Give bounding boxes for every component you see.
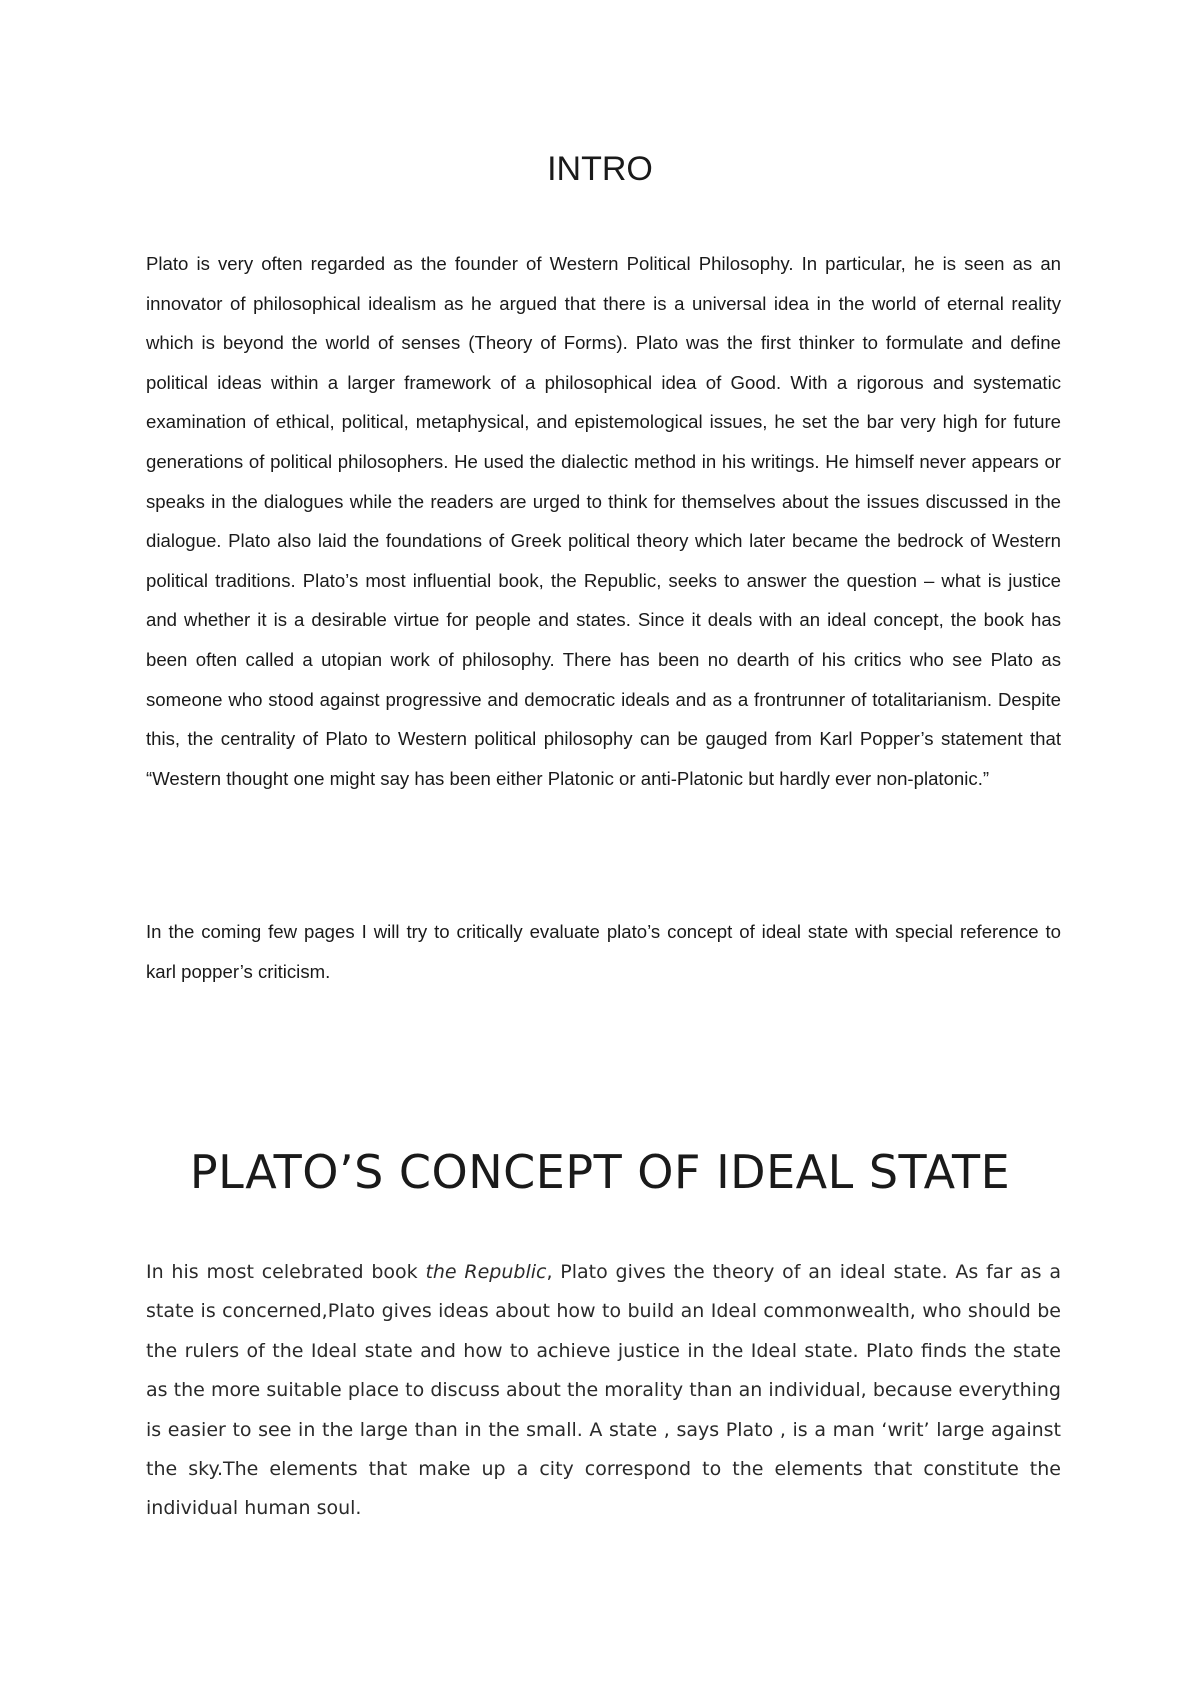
section-paragraph-rest: , Plato gives the theory of an ideal state. As far as a state is concerned,Plato gives ideas about how to build an Ideal commonwealth, who should be the rulers of the Ideal state and how to achieve justice in the Ideal state. Plato finds the state as the more suitable place to discuss about the morality than an individual, because everything is easier to see in the large than in the small. A state , says Plato , is a man ‘writ’ large against the sky.The elements that make up a city correspond to the elements that constitute the individual human soul. [146,1261,1061,1520]
section-paragraph-lead: In his most celebrated book [146,1261,426,1283]
intro-paragraph-1: Plato is very often regarded as the founder of Western Political Philosophy. In particular, he is seen as an innovator of philosophical idealism as he argued that there is a universal idea in the world of eternal reality which is beyond the world of senses (Theory of Forms). Plato was the first thinker to formulate and define political ideas within a larger framework of a philosophical idea of Good. With a rigorous and systematic examination of ethical, political, metaphysical, and epistemological issues, he set the bar very high for future generations of political philosophers. He used the dialectic method in his writings. He himself never appears or speaks in the dialogues while the readers are urged to think for themselves about the issues discussed in the dialogue. Plato also laid the foundations of Greek political theory which later became the bedrock of Western political traditions. Plato’s most influential book, the Republic, seeks to answer the question – what is justice and whether it is a desirable virtue for people and states. Since it deals with an ideal concept, the book has been often called a utopian work of philosophy. There has been no dearth of his critics who see Plato as someone who stood against progressive and democratic ideals and as a frontrunner of totalitarianism. Despite this, the centrality of Plato to Western political philosophy can be gauged from Karl Popper’s statement that “Western thought one might say has been either Platonic or anti-Platonic but hardly ever non-platonic.” [146,253,1061,789]
section-paragraph [146,1253,1061,1529]
book-title: the Republic [425,1261,547,1283]
intro-paragraph-2: In the coming few pages I will try to critically evaluate plato’s concept of ideal state with special reference to karl popper’s criticism. [146,921,1061,982]
section-heading: PLATO’S CONCEPT OF IDEAL STATE [189,1145,1011,1199]
intro-heading: INTRO [547,150,653,188]
